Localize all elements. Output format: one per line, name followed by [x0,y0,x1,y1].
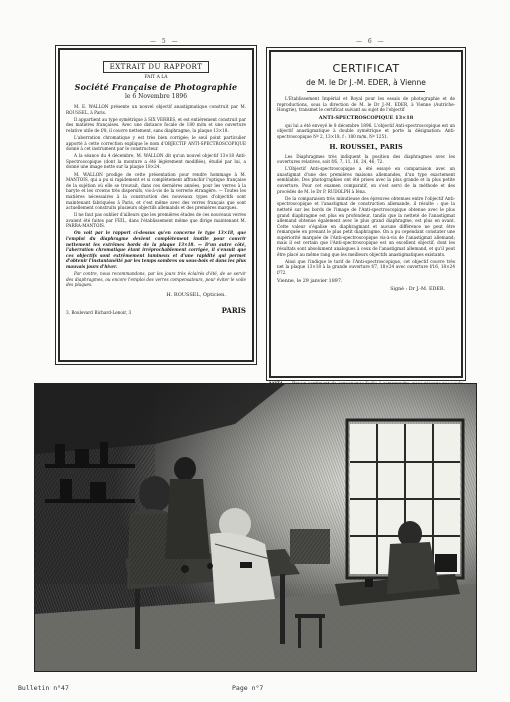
report-extract-panel [58,48,254,362]
report-title: EXTRAIT DU RAPPORT [103,61,210,73]
report-body [66,104,246,288]
certificate-paragraph: Les Diaphragmes très indiquent la position des diaphragmes avec les ouvertures relatives, soit f/6, 7, 11, 16, 24, 46, 72. [277,153,455,165]
page-mark-right: — 6 — [356,38,386,45]
certificate-paragraph: Ainsi que l'indique le tarif de l'Anti-spectroscopique, cet objectif couvre très net la plaque 13×18 à la grande ouverture f/7, 18×24 avec ouverture f/16, 18×24 f/72. [277,258,455,275]
report-paragraph: M. WALLON prodige de cette présentation pour rendre hommage à M. MANTOIS, qui a pu si rapidement et si complètement affranchir l'optique française de la sujétion où elle se trouvait, dans ces dernières années, pour les verres à la baryte et les crowns très dispersifs, vis-à-vis de la verrerie étrangère. — Toutes les matières nécessaires à la construction des nouveaux types d'objectifs sont maintenant fabriquées à Paris, et c'est même avec des verres français que sont actuellement construits plusieurs objectifs allemands et des premières marques. [66,171,246,211]
society-name: Société Française de Photographie [74,82,238,92]
certificate-received: qui lui a été envoyé le 8 décembre 1896. L'objectif Anti-spectroscopique est un objectif anastigmatique à double symétrique et porte la désignation: Anti-spectroscopique Nº 2, 13×18, f : 180 m/m, Nº 1251. [277,122,455,139]
certificate-findings [277,154,455,276]
report-paragraph: Par contre, nous recommandons, par les jours très éclairés d'été, de se servir des diaphragmes, ou encore l'emploi des verres compensateurs, pour éviter le voile des plaques. [66,271,246,288]
certificate-paragraph: De la comparaison très minutieuse des épreuves obtenues entre l'objectif Anti-spectroscopique et l'anastigmat de construction allemande, il résulte : que la netteté sur les bords de l'image de l'Anti-spectroscopique obtenue avec le plus grand diaphragme est plus en profondeur, tandis que la netteté de l'anastigmat allemand obtenue également avec le plus grand diaphragme, est plus en avant. Cette valeur s'égalise en diaphragmant et aucune différence ne peut être remarquée en prenant le plus petit diaphragme. On a pu cependant constater une supériorité marquée de l'Anti-spectroscopique vis-à-vis de l'anastigmat allemand; mais il est certain que l'Anti-spectroscopique est un excellent objectif, dont les résultats sont absolument analogues à ceux de l'anastigmat allemand, et qu'il peut être placé au même rang que les meilleurs objectifs anastigmatiques existants. [277,195,455,257]
report-paragraph: L'aberration chromatique y est très bien corrigée; le seul point particulier apporté à cette correction explique le nom d'OBJECTIF ANTI-SPECTROSCOPIQUE donné à cet instrument par le constructeur. [66,134,246,152]
certificate-paragraph: L'Objectif Anti-spectroscopique a été essayé en comparaison avec un anastigmat d'une des premières maisons allemandes, d'un type exactement semblable. Des photographies ont été prises avec la plus grande et la plus petite ouverture. Pour cet examen comparatif, on s'est servi de la méthode et des procédés de M. le Dr P. RUDOLPH à Iéna. [277,166,455,194]
report-subtitle: FAIT A LA [144,75,168,80]
page-mark-left: — 5 — [150,38,180,45]
report-paragraph: Il appartient au type symétrique à SIX VERRES, et est entièrement construit par des matières françaises. Avec une distance focale de 180 m/m et une ouverture relative utile de f/8, il couvre nettement, sans diaphragme, la plaque 13×18. [66,116,246,133]
certificate-signature: Signé : Dr J.-M. EDER. [390,286,445,292]
shop-city: PARIS [221,305,246,315]
maker-name: H. ROUSSEL, PARIS [329,142,403,151]
report-date: le 6 Novembre 1896 [124,93,188,100]
optician-signature: H. ROUSSEL, Opticien. [166,291,226,298]
report-paragraph: A la séance du 4 décembre, M. WALLON dit qu'un nouvel objectif 13×18 Anti-Spectroscopique (dont la monture a été légèrement modifiée), étudié par lui, a donné une image nette sur la plaque 18×24. [66,153,246,170]
certificate-title: CERTIFICAT [332,62,400,75]
shop-address: 3, Boulevard Richard-Lenoir, 3 [66,309,132,315]
certificate-intro: L'Établissement Impérial et Royal pour les essais de photographie et de reproductions, sous la direction de M. le Dr J.-M. EDER, à Vienne (Autriche-Hongrie), transmet le certificat suivant au sujet de l'objectif [277,96,455,113]
certificate-received-block [277,123,455,140]
certificate-body [277,96,455,113]
certificate-place-date: Vienne, le 29 janvier 1897. [277,278,343,284]
certificate-subtitle: de M. le Dr J.-M. EDER, à Vienne [306,78,426,87]
page-number: Page n°7 [232,684,264,692]
report-paragraph: Il ne faut pas oublier d'ailleurs que les premières études de ces nouveaux verres avaient été faites par FEIL, dans l'établissement même que dirige maintenant M. PARRA-MANTOIS. [66,212,246,229]
bulletin-number: Bulletin n°47 [18,684,69,692]
divider [307,91,425,92]
report-paragraph: On voit par le rapport ci-dessus qu'en concerne le type 13×18, que l'emploi du diaphragme devient complètement inutile pour couvrir nettement les extrêmes bords de la plaque 13×18. — D'un autre côté, l'aberration chromatique étant irréprochablement corrigée, il s'ensuit que ces objectifs sont extrêmement lumineux et d'une rapidité qui permet d'obtenir l'instantanéité par les temps sombres ou sous-bois et dans les plus mauvais jours d'hiver. [66,230,246,270]
lens-name: ANTI-SPECTROSCOPIQUE 13×18 [318,114,414,121]
report-paragraph: M. E. WALLON présente un nouvel objectif anastigmatique construit par M. ROUSSEL, à Paris. [66,104,246,115]
workshop-engraving [34,383,477,672]
workshop-engraving-art [35,384,476,671]
certificate-panel [269,50,463,378]
